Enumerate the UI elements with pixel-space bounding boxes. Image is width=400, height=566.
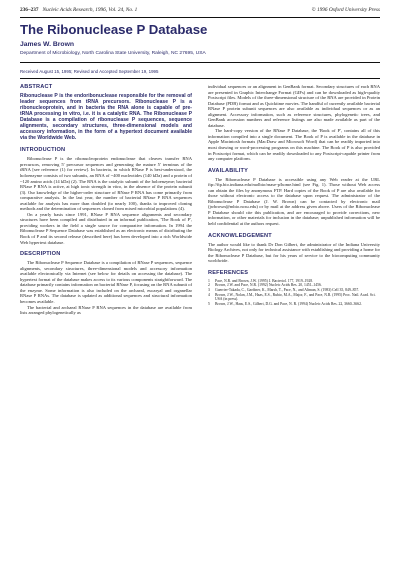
reference-item: 1 Pace, N.R. and Brown, J.W. (1995) J. Bacteriol. 177, 1919–1928. [208, 278, 314, 283]
introduction-paragraph: Ribonuclease P is the ribonucleoprotein endonuclease that cleaves transfer RNA precursors, removing 5′ precursor sequences and generating the mature 5′ terminus of the tRNA [see reference (1) for review]. In bacteria, in which RNase P is best-understood, the holoenzyme consists of two subunits, an RNA of ~400 nucleotides (140 kDa) and a protein of ~120 amino acids (14 kDa) (2). The RNA is the catalytic subunit of the holoenzyme; bacterial RNase P RNA is active, at high ionic strength in vitro, in the absence of the protein subunit (3). Our knowledge of the higher-order structure of RNase P RNA has come primarily from comparative analysis. In the last year, the number of bacterial RNase P RNA sequences available for analysis has more than doubled (to nearly 100), thanks to improved cloning methods and the determination of sequences cloned from mixed microbial populations (4). [20, 156, 192, 212]
right-column [208, 84, 380, 306]
author-name: James W. Brown [20, 41, 75, 48]
reference-item: 3 Guerrier-Takada, C., Gardiner, K., Marsh, T., Pace, N., and Altman, S. (1983) Cell 35, 849–857. [208, 287, 360, 292]
received-dates: Received August 15, 1995; Revised and Accepted September 19, 1995 [20, 69, 159, 74]
introduction-paragraph: On a yearly basis since 1991, RNase P RNA sequence alignments and secondary structures have been compiled and distributed in an informal publication, 'The Book of P', providing workers in the field a single source for comparative information. In 1994 the Ribonuclease P Sequence Database was established as an electronic means of distributing the Book of P and its second release (described here) has been developed into a rich Worldwide Web hypertext database. [20, 211, 192, 245]
description-heading: DESCRIPTION [20, 251, 61, 258]
reference-item: 5 Brown, J.W., Haas, E.S., Gilbert, D.G. and Pace, N. R. (1994) Nucleic Acids Res. 22, 3660–3662. [208, 301, 362, 306]
availability-heading: AVAILABILITY [208, 167, 249, 174]
description-paragraph: The Ribonuclease P Sequence Database is a compilation of RNase P sequences, sequence alignments, secondary structures, three-dimensional models and accessory information available electronically via Internet (see below for details on accessing the database). The hypertext format of the database makes access to its various components straightforward. The database primarily contains information on bacterial RNase P, focusing on the RNA subunit of the enzyme. Some information is also included on the archaeal, eucaryal and organellar RNase P RNAs. The database is updated as additional sequences and structural information becomes available. [20, 260, 192, 304]
description-paragraph: The bacterial and archaeal RNase P RNA sequences in the database are available from lists arranged phylogenetically as [20, 304, 192, 316]
journal-citation: Nucleic Acids Research, 1996, Vol. 24, No. 1 [42, 7, 138, 13]
copyright-notice: © 1996 Oxford University Press [311, 7, 380, 13]
article-title: The Ribonuclease P Database [20, 22, 208, 37]
running-head-left [20, 7, 137, 13]
acknowledgement-text: The author would like to thank Dr Don Gilbert, the administrator of the Indiana University Biology Archives, not only for technical assistance with establishing and providing a home for the Ribonuclease P Database, but for his years of service to the biocomputing community worldwide. [208, 241, 380, 264]
reference-item: 2 Brown, J.W. and Pace, N.R. (1992) Nucleic Acids Res. 20, 1451–1456. [208, 283, 322, 288]
abstract-heading: ABSTRACT [20, 84, 53, 90]
running-head [20, 7, 380, 17]
acknowledgement-heading: ACKNOWLEDGEMENT [208, 232, 272, 239]
header-rule [20, 17, 380, 18]
reference-item: 4 Brown, J.W., Nolan, J.M., Haas, E.S., Rubio, M.A., Major, F., and Pace, N.R. (1995) Proc. Natl. Acad. Sci. USA (in press). [208, 292, 376, 302]
left-column [20, 84, 192, 316]
page-number: 236–237 [20, 7, 39, 13]
availability-paragraph: The Ribonuclease P Database is accessible using any Web reader at the URL ftp://ftp.bio.indiana.edu/molbio/rnase-p/home.html (see Fig. 1). Those without Web access can obtain the files by anonymous FTP. Hard copies of the Book of P are also available for those without electronic access to the database upon request. The administrator of the Ribonuclease P Database (J. W. Brown) can be contacted by electronic mail (jwbrown@mbio.ncsu.edu) or by mail at the address given above. Users of the Ribonuclease P Database should cite this publication, and are encouraged to provide corrections, new information, or other materials for inclusion in the database; unpublished information will be held confidential at the authors request. [208, 176, 380, 227]
abstract-text: Ribonuclease P is the endoribonuclease responsible for the removal of leader sequences from tRNA precursors. Ribonuclease P is a ribonucleoprotein, and in bacteria the RNA alone is capable of pre-tRNA processing in vitro, i.e. it is a catalytic RNA. The Ribonuclease P Database is a compilation of ribonuclease P sequences, sequence alignments, secondary structures, three-dimensional models and accessory information, in the form of a hypertext document available via the Worldwide Web. [20, 93, 192, 142]
reference-list [208, 279, 380, 307]
introduction-heading: INTRODUCTION [20, 147, 66, 154]
description-continued-paragraph: individual sequences or an alignment in GenBank format. Secondary structures of each RNA are presented in Graphic Interchange Format (GIFs) and can be downloaded as high-quality Postscript files. Models of the three-dimensional structure of the RNA are provided in Protein Database (PDB) format and as Quicktime movies. The handful of currently available bacterial RNase P protein subunit sequences are also available as individual sequences or as an alignment. Accessory information, such as reference structures, phylogenetic trees, and GenBank accession numbers and reference listings are also made available as part of the database. [208, 84, 380, 128]
description-continued-paragraph: The hard-copy version of the RNase P Database, the 'Book of P', contains all of this information compiled into a single document. The Book of P is available in the database in Apple Macintosh formats (MacDraw and Microsoft Word) that can be readily imported into most drawing or word-processing programs on this machine. The Book of P is also provided in Postscript format, which can be readily downloaded to any Postscript-capable printer from any computer platform. [208, 128, 380, 162]
references-heading: REFERENCES [208, 269, 249, 276]
author-affiliation: Department of Microbiology, North Carolina State University, Raleigh, NC 27695, USA [20, 51, 206, 56]
affiliation-rule [20, 62, 380, 63]
received-rule [20, 78, 380, 79]
